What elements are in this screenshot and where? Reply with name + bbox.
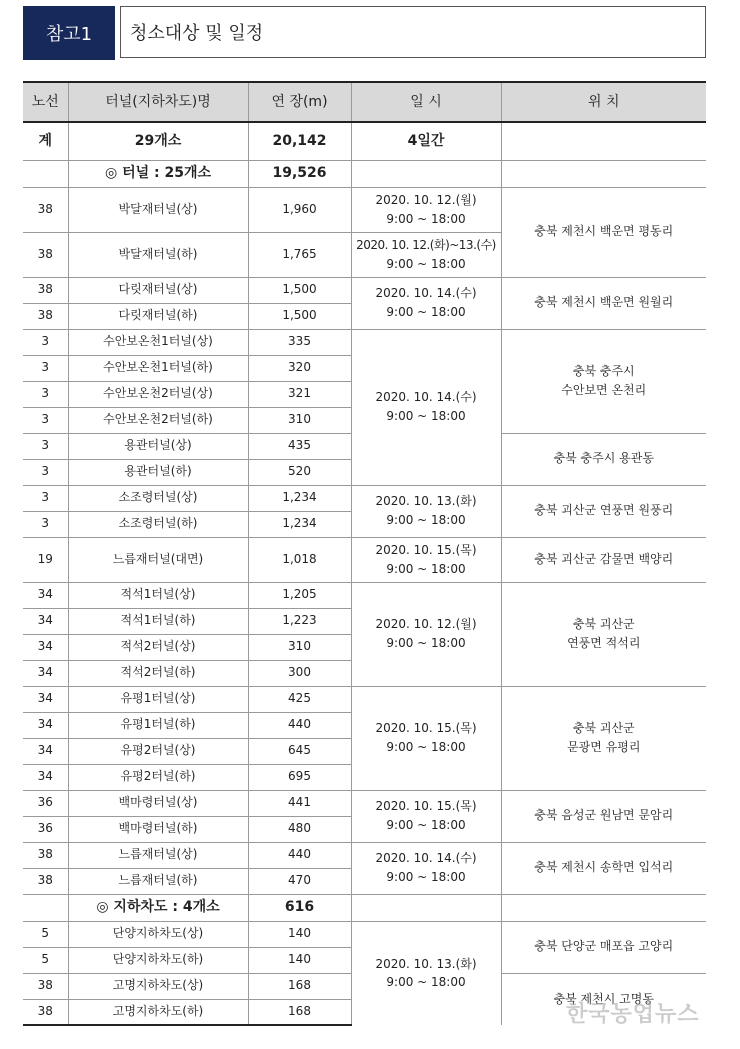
length-cell: 1,223: [248, 608, 351, 634]
group-empty: [351, 894, 501, 921]
datetime-cell: [351, 537, 501, 582]
name-cell: 다릿재터널(하): [68, 303, 248, 329]
location-text: 충북 괴산군: [572, 616, 635, 631]
time-text: 9:00 ~ 18:00: [386, 305, 466, 319]
name-cell: 고명지하차도(하): [68, 999, 248, 1025]
time-text: 9:00 ~ 18:00: [386, 256, 466, 271]
name-cell: 적석2터널(상): [68, 634, 248, 660]
location-text: 충북 괴산군 감물면 백양리: [534, 551, 674, 566]
location-text: 충북 괴산군: [572, 720, 635, 735]
group-empty: [351, 160, 501, 187]
name-cell: 박달재터널(하): [68, 232, 248, 277]
length-cell: 1,500: [248, 277, 351, 303]
table-row: [23, 921, 706, 947]
table-row: [23, 537, 706, 582]
location-text: 충북 제천시 송학면 입석리: [534, 860, 674, 875]
length-cell: 480: [248, 816, 351, 842]
datetime-cell: [351, 582, 501, 686]
table-row: [23, 187, 706, 232]
route-cell: 3: [23, 433, 68, 459]
table-row: [23, 582, 706, 608]
underpass-group-label: ◎ 지하차도 : 4개소: [68, 894, 248, 921]
location-text-2: 연풍면 적석리: [567, 636, 641, 650]
length-cell: 310: [248, 634, 351, 660]
date-text: 2020. 10. 14.(수): [375, 390, 477, 405]
length-cell: 168: [248, 973, 351, 999]
location-text: 충북 제천시 고명동: [553, 991, 654, 1006]
name-cell: 단양지하차도(하): [68, 947, 248, 973]
name-cell: 박달재터널(상): [68, 187, 248, 232]
location-text-2: 수안보면 온천리: [561, 383, 647, 397]
length-cell: 441: [248, 790, 351, 816]
name-cell: 유평2터널(하): [68, 764, 248, 790]
name-cell: 느릅재터널(상): [68, 842, 248, 868]
name-cell: 백마령터널(상): [68, 790, 248, 816]
table-row: [23, 277, 706, 303]
location-cell: [501, 790, 706, 842]
location-text: 충북 충주시 용관동: [553, 451, 654, 466]
route-cell: 34: [23, 738, 68, 764]
length-cell: 470: [248, 868, 351, 894]
location-cell: [501, 582, 706, 686]
length-cell: 140: [248, 921, 351, 947]
route-cell: 34: [23, 582, 68, 608]
location-text: 충북 제천시 백운면 원월리: [534, 295, 674, 310]
time-text: 9:00 ~ 18:00: [386, 409, 466, 423]
underpass-group-row: [23, 894, 706, 921]
date-text: 2020. 10. 13.(화): [375, 494, 477, 509]
length-cell: 1,500: [248, 303, 351, 329]
tunnel-group-label: ◎ 터널 : 25개소: [68, 160, 248, 187]
location-cell: [501, 921, 706, 973]
col-header-name: 터널(지하차도)명: [68, 82, 248, 122]
route-cell: 3: [23, 485, 68, 511]
location-cell: [501, 433, 706, 485]
location-cell: [501, 485, 706, 537]
summary-days: 4일간: [351, 122, 501, 160]
time-text: 9:00 ~ 18:00: [386, 818, 466, 832]
name-cell: 느릅재터널(하): [68, 868, 248, 894]
route-cell: 34: [23, 712, 68, 738]
route-cell: 5: [23, 921, 68, 947]
name-cell: 수안보온천1터널(하): [68, 355, 248, 381]
table-row: [23, 842, 706, 868]
route-cell: 34: [23, 634, 68, 660]
length-cell: 645: [248, 738, 351, 764]
length-cell: 1,205: [248, 582, 351, 608]
table-row: [23, 790, 706, 816]
length-cell: 695: [248, 764, 351, 790]
datetime-cell: [351, 329, 501, 485]
name-cell: 수안보온천2터널(상): [68, 381, 248, 407]
length-cell: 320: [248, 355, 351, 381]
length-cell: 1,765: [248, 232, 351, 277]
route-cell: 38: [23, 277, 68, 303]
time-text: 9:00 ~ 18:00: [386, 636, 466, 650]
schedule-table: [23, 81, 706, 1026]
summary-count: 29개소: [68, 122, 248, 160]
length-cell: 440: [248, 712, 351, 738]
group-empty: [23, 160, 68, 187]
name-cell: 백마령터널(하): [68, 816, 248, 842]
col-header-route: 노선: [23, 82, 68, 122]
length-cell: 321: [248, 381, 351, 407]
name-cell: 유평1터널(상): [68, 686, 248, 712]
col-header-datetime: 일 시: [351, 82, 501, 122]
name-cell: 소조령터널(하): [68, 511, 248, 537]
route-cell: 3: [23, 355, 68, 381]
page-title: [120, 6, 706, 58]
length-cell: 1,960: [248, 187, 351, 232]
route-cell: 38: [23, 303, 68, 329]
group-empty: [501, 894, 706, 921]
date-text: 2020. 10. 14.(수): [375, 851, 477, 866]
location-cell: [501, 277, 706, 329]
length-cell: 425: [248, 686, 351, 712]
summary-row: [23, 122, 706, 160]
name-cell: 적석1터널(하): [68, 608, 248, 634]
table-row: [23, 485, 706, 511]
datetime-cell: [351, 842, 501, 894]
length-cell: 435: [248, 433, 351, 459]
tunnel-group-row: [23, 160, 706, 187]
route-cell: 34: [23, 686, 68, 712]
date-text: 2020. 10. 15.(목): [375, 542, 477, 557]
group-empty: [501, 160, 706, 187]
location-cell: [501, 537, 706, 582]
name-cell: 적석2터널(하): [68, 660, 248, 686]
datetime-cell: [351, 485, 501, 537]
route-cell: 38: [23, 232, 68, 277]
name-cell: 고명지하차도(상): [68, 973, 248, 999]
watermark-text: 한국농업뉴스: [566, 1002, 700, 1027]
name-cell: 유평2터널(상): [68, 738, 248, 764]
location-text: 충북 단양군 매포읍 고양리: [534, 939, 674, 954]
route-cell: 5: [23, 947, 68, 973]
length-cell: 310: [248, 407, 351, 433]
length-cell: 520: [248, 459, 351, 485]
location-cell: [501, 686, 706, 790]
route-cell: 38: [23, 973, 68, 999]
route-cell: 34: [23, 764, 68, 790]
name-cell: 적석1터널(상): [68, 582, 248, 608]
time-text: 9:00 ~ 18:00: [386, 870, 466, 884]
time-text: 9:00 ~ 18:00: [386, 513, 466, 527]
route-cell: 36: [23, 790, 68, 816]
name-cell: 용관터널(상): [68, 433, 248, 459]
tunnel-group-length: 19,526: [248, 160, 351, 187]
length-cell: 300: [248, 660, 351, 686]
location-text: 충북 음성군 원남면 문암리: [534, 808, 674, 823]
route-cell: 34: [23, 608, 68, 634]
route-cell: 19: [23, 537, 68, 582]
length-cell: 335: [248, 329, 351, 355]
location-text: 충북 괴산군 연풍면 원풍리: [534, 503, 674, 518]
location-cell: [501, 329, 706, 433]
datetime-cell: [351, 686, 501, 790]
table-header-row: [23, 82, 706, 122]
time-text: 9:00 ~ 18:00: [386, 740, 466, 754]
route-cell: 38: [23, 868, 68, 894]
route-cell: 38: [23, 842, 68, 868]
name-cell: 단양지하차도(상): [68, 921, 248, 947]
col-header-length: 연 장(m): [248, 82, 351, 122]
date-text: 2020. 10. 12.(화)~13.(수): [356, 237, 496, 252]
route-cell: 3: [23, 407, 68, 433]
name-cell: 다릿재터널(상): [68, 277, 248, 303]
time-text: 9:00 ~ 18:00: [386, 211, 466, 226]
datetime-cell: [351, 232, 501, 277]
date-text: 2020. 10. 13.(화): [375, 956, 477, 971]
datetime-cell: [351, 187, 501, 232]
summary-length: 20,142: [248, 122, 351, 160]
length-cell: 1,234: [248, 511, 351, 537]
table-row: [23, 329, 706, 355]
date-text: 2020. 10. 12.(월): [375, 617, 477, 632]
name-cell: 용관터널(하): [68, 459, 248, 485]
time-text: 9:00 ~ 18:00: [386, 561, 466, 576]
datetime-cell: [351, 277, 501, 329]
location-cell: [501, 842, 706, 894]
date-text: 2020. 10. 12.(월): [375, 192, 477, 207]
route-cell: 38: [23, 999, 68, 1025]
summary-empty: [501, 122, 706, 160]
location-text: 충북 충주시: [572, 363, 635, 378]
route-cell: 3: [23, 511, 68, 537]
length-cell: 168: [248, 999, 351, 1025]
length-cell: 1,234: [248, 485, 351, 511]
route-cell: 3: [23, 381, 68, 407]
route-cell: 3: [23, 459, 68, 485]
length-cell: 1,018: [248, 537, 351, 582]
date-text: 2020. 10. 15.(목): [375, 721, 477, 736]
date-text: 2020. 10. 14.(수): [375, 286, 477, 301]
table-row: [23, 686, 706, 712]
date-text: 2020. 10. 15.(목): [375, 799, 477, 814]
summary-label: 계: [23, 122, 68, 160]
col-header-location: 위 치: [501, 82, 706, 122]
route-cell: 38: [23, 187, 68, 232]
route-cell: 36: [23, 816, 68, 842]
datetime-cell: [351, 921, 501, 1025]
name-cell: 수안보온천1터널(상): [68, 329, 248, 355]
group-empty: [23, 894, 68, 921]
page-title-text: 청소대상 및 일정: [130, 23, 264, 44]
location-cell: [501, 187, 706, 277]
length-cell: 440: [248, 842, 351, 868]
length-cell: 140: [248, 947, 351, 973]
name-cell: 유평1터널(하): [68, 712, 248, 738]
underpass-group-length: 616: [248, 894, 351, 921]
name-cell: 수안보온천2터널(하): [68, 407, 248, 433]
name-cell: 소조령터널(상): [68, 485, 248, 511]
datetime-cell: [351, 790, 501, 842]
route-cell: 3: [23, 329, 68, 355]
section-badge: 참고1: [23, 6, 115, 60]
location-text: 충북 제천시 백운면 평동리: [534, 224, 674, 239]
location-text-2: 문광면 유평리: [567, 740, 641, 754]
time-text: 9:00 ~ 18:00: [386, 975, 466, 990]
route-cell: 34: [23, 660, 68, 686]
name-cell: 느릅재터널(대면): [68, 537, 248, 582]
